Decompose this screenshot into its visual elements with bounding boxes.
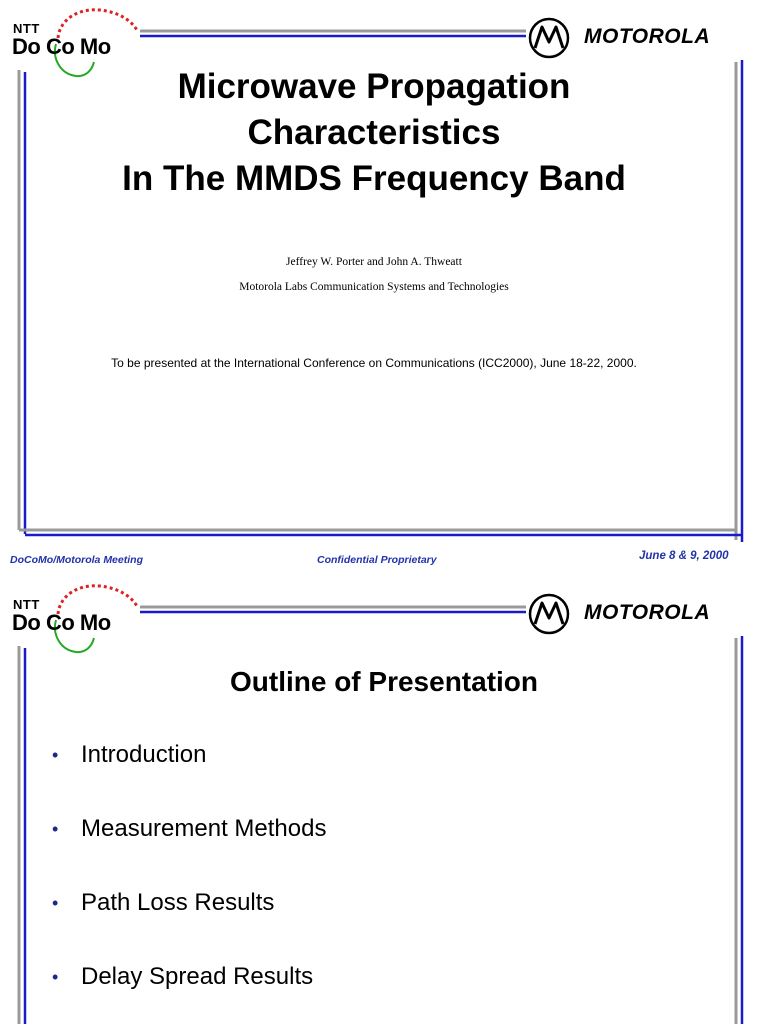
ntt-label: NTT <box>13 21 40 36</box>
ntt-label: NTT <box>13 597 40 612</box>
bullet-text: Path Loss Results <box>81 889 275 916</box>
docomo-co: Co <box>45 34 75 59</box>
list-item <box>52 740 326 814</box>
motorola-wordmark: MOTOROLA <box>584 25 711 48</box>
docomo-do: Do <box>12 34 41 59</box>
affiliation: Motorola Labs Communication Systems and Technologies <box>239 281 509 293</box>
title-line-1: Microwave Propagation <box>177 67 571 106</box>
bullet-list <box>52 740 326 1024</box>
motorola-wordmark: MOTOROLA <box>584 601 711 624</box>
list-item <box>52 888 326 962</box>
list-item <box>52 962 326 1024</box>
docomo-mo: Mo <box>79 610 111 635</box>
docomo-wordmark <box>12 610 111 636</box>
motorola-batwing-icon <box>527 592 571 636</box>
footer-date: June 8 & 9, 2000 <box>639 550 729 562</box>
bullet-text: Introduction <box>81 741 207 768</box>
bullet-text: Measurement Methods <box>81 815 327 842</box>
authors: Jeffrey W. Porter and John A. Thweatt <box>286 256 462 268</box>
list-item <box>52 814 326 888</box>
docomo-mo: Mo <box>79 34 111 59</box>
slide-title: Outline of Presentation <box>229 666 539 697</box>
bullet-icon: • <box>52 819 59 839</box>
docomo-wordmark <box>12 34 111 60</box>
slide-2 <box>0 582 768 1024</box>
slide-title <box>40 64 708 202</box>
bullet-icon: • <box>52 893 59 913</box>
footer-confidential: Confidential Proprietary <box>317 554 437 566</box>
bullet-icon: • <box>52 967 59 987</box>
docomo-co: Co <box>45 610 75 635</box>
title-line-3: In The MMDS Frequency Band <box>122 159 626 198</box>
bullet-text: Delay Spread Results <box>81 963 314 990</box>
docomo-do: Do <box>12 610 41 635</box>
bullet-icon: • <box>52 745 59 765</box>
footer-meeting: DoCoMo/Motorola Meeting <box>10 554 143 566</box>
title-line-2: Characteristics <box>247 113 501 152</box>
motorola-batwing-icon <box>527 16 571 60</box>
presentation-note: To be presented at the International Conference on Communications (ICC2000), June 18-22, 2000. <box>111 356 637 370</box>
